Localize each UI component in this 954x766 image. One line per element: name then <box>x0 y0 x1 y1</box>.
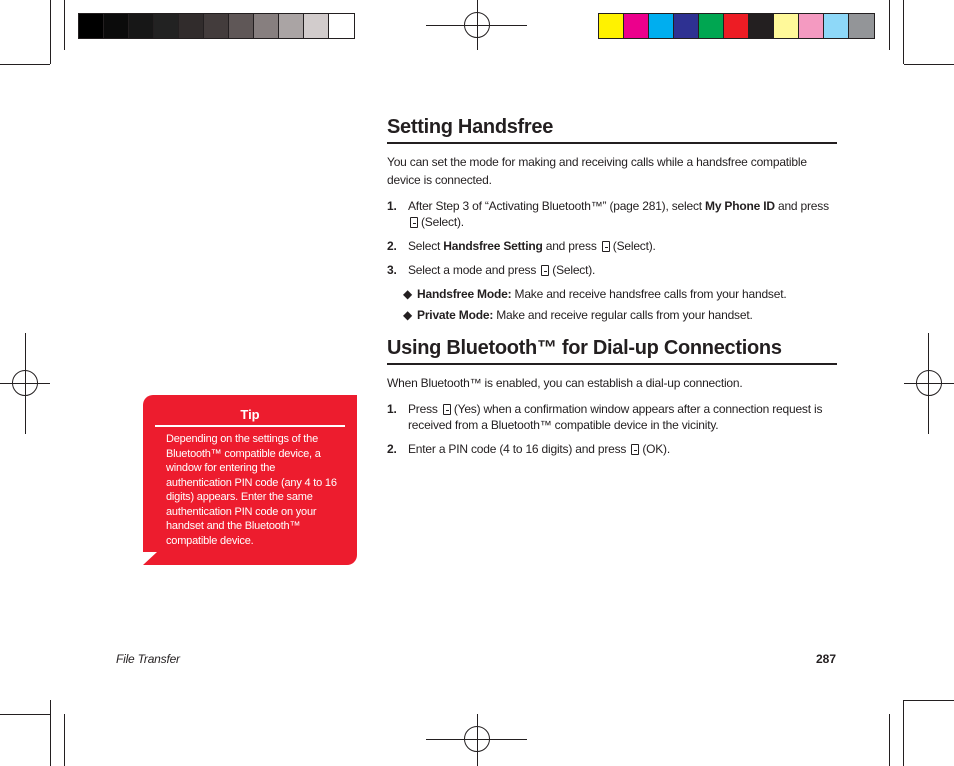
color-swatch <box>254 14 279 38</box>
grayscale-bar <box>78 13 355 39</box>
step-text: (Select). <box>421 215 464 229</box>
section-title-dialup: Using Bluetooth™ for Dial-up Connections <box>387 337 837 365</box>
bullet-text: Make and receive regular calls from your handset. <box>493 308 753 322</box>
step-item <box>387 441 837 457</box>
step-number: 1. <box>387 199 397 213</box>
page-number: 287 <box>815 652 836 666</box>
color-swatch <box>104 14 129 38</box>
step-number: 2. <box>387 239 397 253</box>
section-intro-handsfree: You can set the mode for making and receiving calls while a handsfree compatible device is connected. <box>387 155 807 187</box>
section-intro-dialup: When Bluetooth™ is enabled, you can establish a dial-up connection. <box>387 376 743 390</box>
bullet-item <box>403 286 833 302</box>
step-item <box>387 262 837 278</box>
footer-section-name: File Transfer <box>116 652 180 666</box>
softkey-icon <box>443 404 451 415</box>
color-swatch <box>824 14 849 38</box>
step-number: 3. <box>387 263 397 277</box>
step-item <box>387 198 837 230</box>
step-item <box>387 238 837 254</box>
color-swatch <box>329 14 354 38</box>
step-number: 2. <box>387 442 397 456</box>
tip-box <box>143 395 357 565</box>
step-text: and press <box>542 239 597 253</box>
color-swatch <box>849 14 874 38</box>
bullet-bold: Private Mode: <box>417 308 494 322</box>
color-swatch <box>204 14 229 38</box>
tip-title: Tip <box>155 407 345 427</box>
step-text: (Select). <box>612 239 656 253</box>
color-swatch <box>599 14 624 38</box>
color-swatch <box>624 14 649 38</box>
color-swatch <box>304 14 329 38</box>
section-title-handsfree: Setting Handsfree <box>387 116 837 144</box>
step-text: Select <box>408 239 444 253</box>
step-text: (OK). <box>642 442 670 456</box>
step-text: After Step 3 of “Activating Bluetooth™” (page 281), select <box>408 199 706 213</box>
step-item <box>387 401 837 433</box>
bullet-item <box>403 307 833 323</box>
step-text: Select a mode and press <box>408 263 537 277</box>
color-swatch <box>799 14 824 38</box>
color-bar <box>598 13 875 39</box>
color-swatch <box>699 14 724 38</box>
softkey-icon <box>602 241 610 252</box>
step-text: and press <box>774 199 829 213</box>
step-text: (Select). <box>552 263 596 277</box>
diamond-bullet-icon: ◆ <box>403 287 413 301</box>
step-bold: Handsfree Setting <box>443 239 543 253</box>
color-swatch <box>279 14 304 38</box>
color-swatch <box>229 14 254 38</box>
color-swatch <box>154 14 179 38</box>
bullet-text: Make and receive handsfree calls from your handset. <box>511 287 787 301</box>
step-text: Enter a PIN code (4 to 16 digits) and press <box>408 442 627 456</box>
softkey-icon <box>541 265 549 276</box>
diamond-bullet-icon: ◆ <box>403 308 413 322</box>
tip-corner-cut <box>143 552 157 565</box>
bullet-bold: Handsfree Mode: <box>417 287 512 301</box>
color-swatch <box>179 14 204 38</box>
color-swatch <box>724 14 749 38</box>
softkey-icon <box>410 217 418 228</box>
step-bold: My Phone ID <box>705 199 775 213</box>
color-swatch <box>674 14 699 38</box>
tip-body: Depending on the settings of the Bluetooth™ compatible device, a window for entering the authentication PIN code (any 4 to 16 digits) appears. Enter the same authentication PIN code on your handset and the Bluetooth™ compatible device. <box>166 433 337 547</box>
color-swatch <box>79 14 104 38</box>
step-number: 1. <box>387 402 397 416</box>
step-text: (Yes) when a confirmation window appears after a connection request is received from a Bluetooth™ compatible device in the vicinity. <box>408 402 823 432</box>
color-swatch <box>749 14 774 38</box>
color-swatch <box>774 14 799 38</box>
color-swatch <box>129 14 154 38</box>
softkey-icon <box>631 444 639 455</box>
step-text: Press <box>408 402 438 416</box>
color-swatch <box>649 14 674 38</box>
